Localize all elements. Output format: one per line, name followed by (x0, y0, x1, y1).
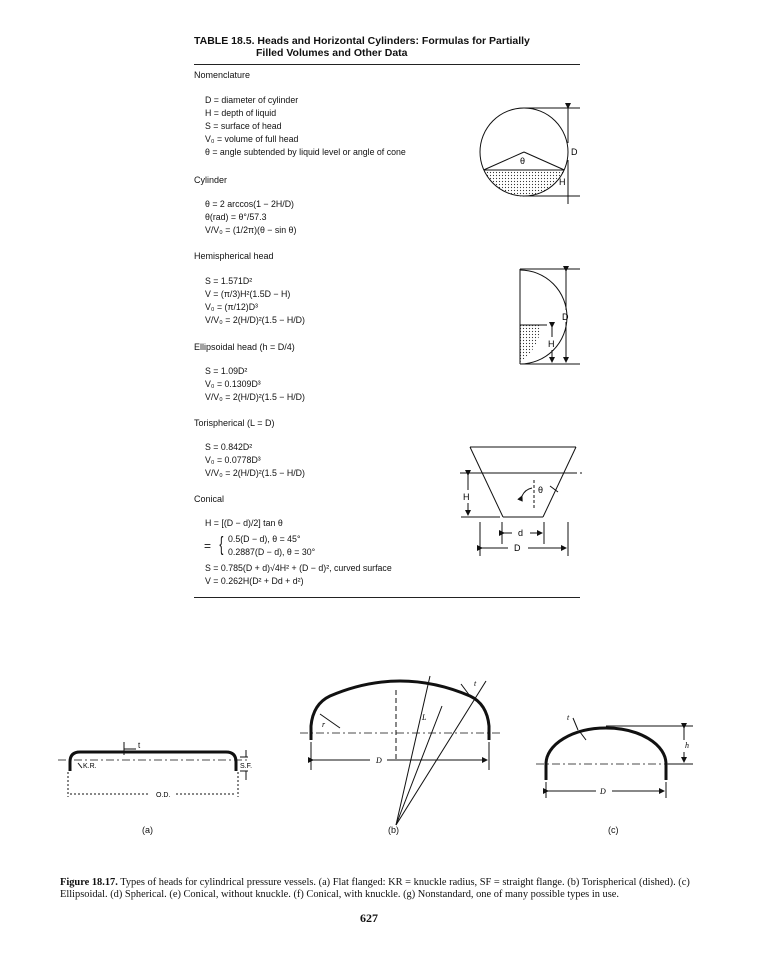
cylinder-d-label: D (571, 147, 578, 157)
torispherical-heading: Torispherical (L = D) (194, 418, 275, 428)
nomenclature-heading: Nomenclature (194, 70, 251, 80)
conical-formula-h: H = [(D − d)/2] tan θ (205, 518, 283, 528)
conical-h-label: H (463, 492, 470, 502)
table-title-line2: Filled Volumes and Other Data (256, 47, 408, 59)
formula-line: θ = 2 arccos(1 − 2H/D) (205, 199, 294, 209)
formula-line: V₀ = 0.0778D³ (205, 455, 261, 465)
nomenclature-line: S = surface of head (205, 121, 282, 131)
hemispherical-h-label: H (548, 339, 555, 349)
cylinder-h-label: H (559, 177, 566, 187)
fig-a-od-label: O.D. (156, 792, 171, 799)
page-number: 627 (360, 911, 378, 925)
conical-case-30: 0.2887(D − d), θ = 30° (228, 547, 316, 557)
conical-case-45: 0.5(D − d), θ = 45° (228, 534, 301, 544)
conical-heading: Conical (194, 494, 225, 504)
ellipsoidal-heading: Ellipsoidal head (h = D/4) (194, 342, 295, 352)
panel-label-b: (b) (388, 825, 399, 835)
conical-formula-s: S = 0.785(D + d)√4H² + (D − d)², curved surface (205, 563, 392, 573)
fig-c-h-label: h (685, 741, 689, 750)
conical-theta-label: θ (538, 485, 544, 495)
formula-line: S = 0.842D² (205, 442, 253, 452)
nomenclature-line: D = diameter of cylinder (205, 95, 299, 105)
formula-line: V/V₀ = 2(H/D)²(1.5 − H/D) (205, 468, 305, 478)
panel-label-a: (a) (142, 825, 153, 835)
fig-a-sf-label: S.F. (240, 763, 253, 770)
caption-text: Types of heads for cylindrical pressure vessels. (a) Flat flanged: KR = knuckle radius, SF = straight flange. (b) Torispherical (dished). (c) Ellipsoidal. (d) Spherical. (e) Conical, without knuckle. (f) Conical, with knuckle. (g) Nonstandard, one of many possible types in use. (60, 877, 690, 900)
formula-line: V₀ = (π/12)D³ (205, 302, 258, 312)
fig-c-d-label: D (600, 787, 606, 796)
nomenclature-line: V₀ = volume of full head (205, 134, 299, 144)
formula-line: S = 1.571D² (205, 276, 253, 286)
cylinder-theta-label: θ (520, 156, 526, 166)
nomenclature-line: θ = angle subtended by liquid level or angle of cone (205, 147, 406, 157)
conical-formula-v: V = 0.262H(D² + Dd + d²) (205, 576, 304, 586)
formula-line: S = 1.09D² (205, 366, 248, 376)
nomenclature-line: H = depth of liquid (205, 108, 277, 118)
figure-caption (60, 877, 700, 901)
cylinder-heading: Cylinder (194, 175, 228, 185)
conical-diagram (460, 447, 582, 556)
formula-line: V₀ = 0.1309D³ (205, 379, 261, 389)
formula-line: V/V₀ = 2(H/D)²(1.5 − H/D) (205, 315, 305, 325)
caption-label: Figure 18.17. (60, 877, 118, 888)
cylinder-diagram (480, 108, 580, 204)
fig-b-t-label: t (474, 679, 477, 688)
formula-line: V = (π/3)H²(1.5D − H) (205, 289, 291, 299)
hemispherical-heading: Hemispherical head (194, 251, 274, 261)
fig-c-t-label: t (567, 713, 570, 722)
panel-label-c: (c) (608, 825, 619, 835)
table-title-line1: TABLE 18.5. Heads and Horizontal Cylinders: Formulas for Partially (194, 35, 530, 47)
formula-line: V/V₀ = (1/2π)(θ − sin θ) (205, 225, 297, 235)
fig-a-kr-label: K.R. (83, 763, 97, 770)
fig-a-t-label: t (138, 741, 141, 750)
formula-line: θ(rad) = θ°/57.3 (205, 212, 267, 222)
figure-c-ellipsoidal (536, 718, 693, 798)
hemispherical-d-label: D (562, 312, 569, 322)
formula-line: V/V₀ = 2(H/D)²(1.5 − H/D) (205, 392, 305, 402)
figure-b-torispherical (300, 676, 500, 825)
conical-d-small-label: d (518, 528, 524, 538)
hemispherical-diagram (520, 269, 580, 364)
fig-b-l-label: L (422, 713, 427, 722)
fig-b-r-label: r (322, 720, 326, 729)
fig-b-d-label: D (376, 756, 382, 765)
conical-d-large-label: D (514, 543, 521, 553)
